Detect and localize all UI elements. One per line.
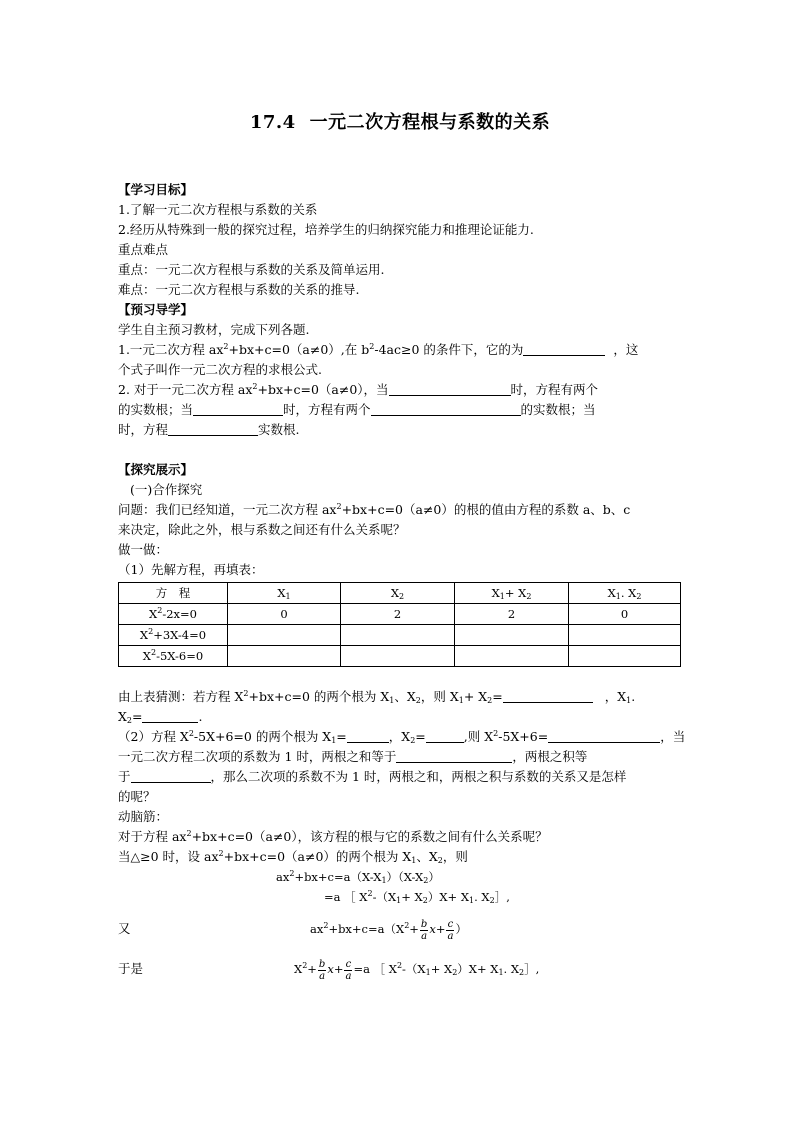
document-body bbox=[118, 180, 686, 985]
table-header-equation: 方 程 bbox=[119, 583, 228, 604]
think-question: 对于方程 $ax^2+bx+c=0(a\ne 0)$，该方程的根与它的系数之间有什么关系呢？ bbox=[118, 829, 548, 844]
think-label: 动脑筋： bbox=[118, 809, 169, 824]
table-cell-equation: $X^2-2x=0$ bbox=[119, 604, 228, 625]
derivation-eq2: =a ［ $X^2-(X_1+ X_2)X+ X_1$. $X_2]$, bbox=[324, 889, 510, 905]
table-header-x2: $X_2$ bbox=[341, 583, 455, 604]
derivation-eq1: $ax^2+bx+c=a(X-X_1)(X-X_2)$ bbox=[276, 869, 440, 885]
guess-line1: 由上表猜测：若方程 $X^2+bx+c=0$ 的两个根为 $X_1$、$X_2$，则 $X_1+ X_2=$ ，$X_1$. bbox=[118, 689, 636, 705]
table-cell[interactable] bbox=[341, 625, 455, 646]
fraction-b-over-a: $\frac{b}{a}$ bbox=[318, 958, 326, 982]
explore-sub1: (一)合作探究 bbox=[130, 482, 203, 497]
preview-intro: 学生自主预习教材，完成下列各题. bbox=[118, 322, 310, 337]
fraction-c-over-a: $\frac{c}{a}$ bbox=[345, 958, 352, 982]
derivation-eq4: 于是 $X^2+$ $\frac{b}{a}$ x+ $\frac{c}{a}$ =a ［ $X^2-(X_1+ X_2)X+ X_1$. $X_2]$, bbox=[118, 953, 682, 985]
table-cell[interactable]: 2 bbox=[455, 604, 569, 625]
table-header-x1: $X_1$ bbox=[228, 583, 341, 604]
step1-label: （1）先解方程，再填表： bbox=[118, 562, 264, 577]
step2-line2: 一元二次方程二次项的系数为 1 时，两根之和等于 ，两根之积等 bbox=[118, 749, 588, 764]
table-cell-equation: $X^2-5X-6=0$ bbox=[119, 646, 228, 667]
preview-q1-line1: 1.一元二次方程 $ax^2+bx+c=0(a\ne 0)$,在 $b^2-4ac\ge 0$ 的条件下，它的为 ，这 bbox=[118, 342, 639, 357]
goals-heading: 【学习目标】 bbox=[118, 182, 194, 197]
table-cell[interactable] bbox=[455, 646, 569, 667]
table-cell[interactable] bbox=[455, 625, 569, 646]
table-cell[interactable]: 0 bbox=[228, 604, 341, 625]
answer-blank[interactable] bbox=[142, 708, 198, 723]
table-header-row bbox=[119, 583, 681, 604]
table-row bbox=[119, 604, 681, 625]
preview-q2-line3: 时，方程 实数根. bbox=[118, 422, 300, 437]
answer-blank[interactable] bbox=[168, 421, 258, 436]
answer-blank[interactable] bbox=[389, 381, 511, 396]
table-cell[interactable]: 2 bbox=[341, 604, 455, 625]
table-cell[interactable] bbox=[228, 646, 341, 667]
answer-blank[interactable] bbox=[426, 728, 464, 743]
preview-heading: 【预习导学】 bbox=[118, 302, 194, 317]
problem-line2: 来决定，除此之外，根与系数之间还有什么关系呢？ bbox=[118, 522, 406, 537]
table-cell[interactable] bbox=[341, 646, 455, 667]
preview-q1-line2: 个式子叫作一元二次方程的求根公式. bbox=[118, 362, 322, 377]
step2-line4: 的呢？ bbox=[118, 789, 156, 804]
roots-table bbox=[118, 582, 681, 667]
answer-blank[interactable] bbox=[396, 748, 512, 763]
table-cell[interactable] bbox=[569, 625, 681, 646]
also-label: 又 bbox=[118, 921, 131, 936]
fraction-b-over-a: $\frac{b}{a}$ bbox=[420, 918, 428, 942]
explore-heading: 【探究展示】 bbox=[118, 462, 194, 477]
fraction-c-over-a: $\frac{c}{a}$ bbox=[447, 918, 454, 942]
table-header-sum: $X_1+ X_2$ bbox=[455, 583, 569, 604]
table-cell-equation: $X^2+3X-4=0$ bbox=[119, 625, 228, 646]
table-row bbox=[119, 646, 681, 667]
title-text: 一元二次方程根与系数的关系 bbox=[309, 112, 551, 133]
title-number: 17.4 bbox=[249, 112, 296, 133]
table-header-product: $X_1$. $X_2$ bbox=[569, 583, 681, 604]
step2-line1: （2）方程 $X^2-5X+6=0$ 的两个根为 $X_1=$ ，$X_2=$ ,则 $X^2-5X+6=$ ，当 bbox=[118, 729, 686, 745]
preview-q2-line2: 的实数根；当 时，方程有两个 的实数根；当 bbox=[118, 402, 596, 417]
answer-blank[interactable] bbox=[131, 768, 211, 783]
derivation-eq3: 又 $ax^2+bx+c=a(X^2+$ $\frac{b}{a}$ x+ $\frac{c}{a}$ ） bbox=[118, 913, 682, 945]
answer-blank[interactable] bbox=[193, 401, 283, 416]
difficult-point: 难点：一元二次方程根与系数的关系的推导. bbox=[118, 282, 360, 297]
table-row bbox=[119, 625, 681, 646]
guess-line2: $X_2=$ . bbox=[118, 709, 203, 725]
when-line: 当△≥0 时，设 $ax^2+bx+c=0(a\ne 0)$的两个根为 $X_1$、$X_2$，则 bbox=[118, 849, 468, 865]
problem-line1: 问题：我们已经知道，一元二次方程 $ax^2+bx+c=0(a\ne 0)$的根的值由方程的系数 a、b、c bbox=[118, 502, 631, 517]
table-cell[interactable] bbox=[569, 646, 681, 667]
answer-blank[interactable] bbox=[503, 688, 593, 703]
answer-blank[interactable] bbox=[523, 341, 605, 356]
table-cell[interactable] bbox=[228, 625, 341, 646]
table-cell[interactable]: 0 bbox=[569, 604, 681, 625]
preview-q2-line1: 2. 对于一元二次方程 $ax^2+bx+c=0(a\ne 0)$，当 时，方程有两个 bbox=[118, 382, 599, 397]
try-label: 做一做： bbox=[118, 542, 169, 557]
key-point: 重点：一元二次方程根与系数的关系及简单运用. bbox=[118, 262, 385, 277]
page-title bbox=[118, 108, 682, 134]
answer-blank[interactable] bbox=[548, 728, 660, 743]
step2-line3: 于 ，那么二次项的系数不为 1 时，两根之和，两根之积与系数的关系又是怎样 bbox=[118, 769, 627, 784]
thus-label: 于是 bbox=[118, 961, 144, 976]
goal-item-1: 1.了解一元二次方程根与系数的关系 bbox=[118, 202, 318, 217]
goal-item-2: 2.经历从特殊到一般的探究过程，培养学生的归纳探究能力和推理论证能力. bbox=[118, 222, 534, 237]
answer-blank[interactable] bbox=[371, 401, 521, 416]
key-title: 重点难点 bbox=[118, 242, 169, 257]
answer-blank[interactable] bbox=[347, 728, 389, 743]
